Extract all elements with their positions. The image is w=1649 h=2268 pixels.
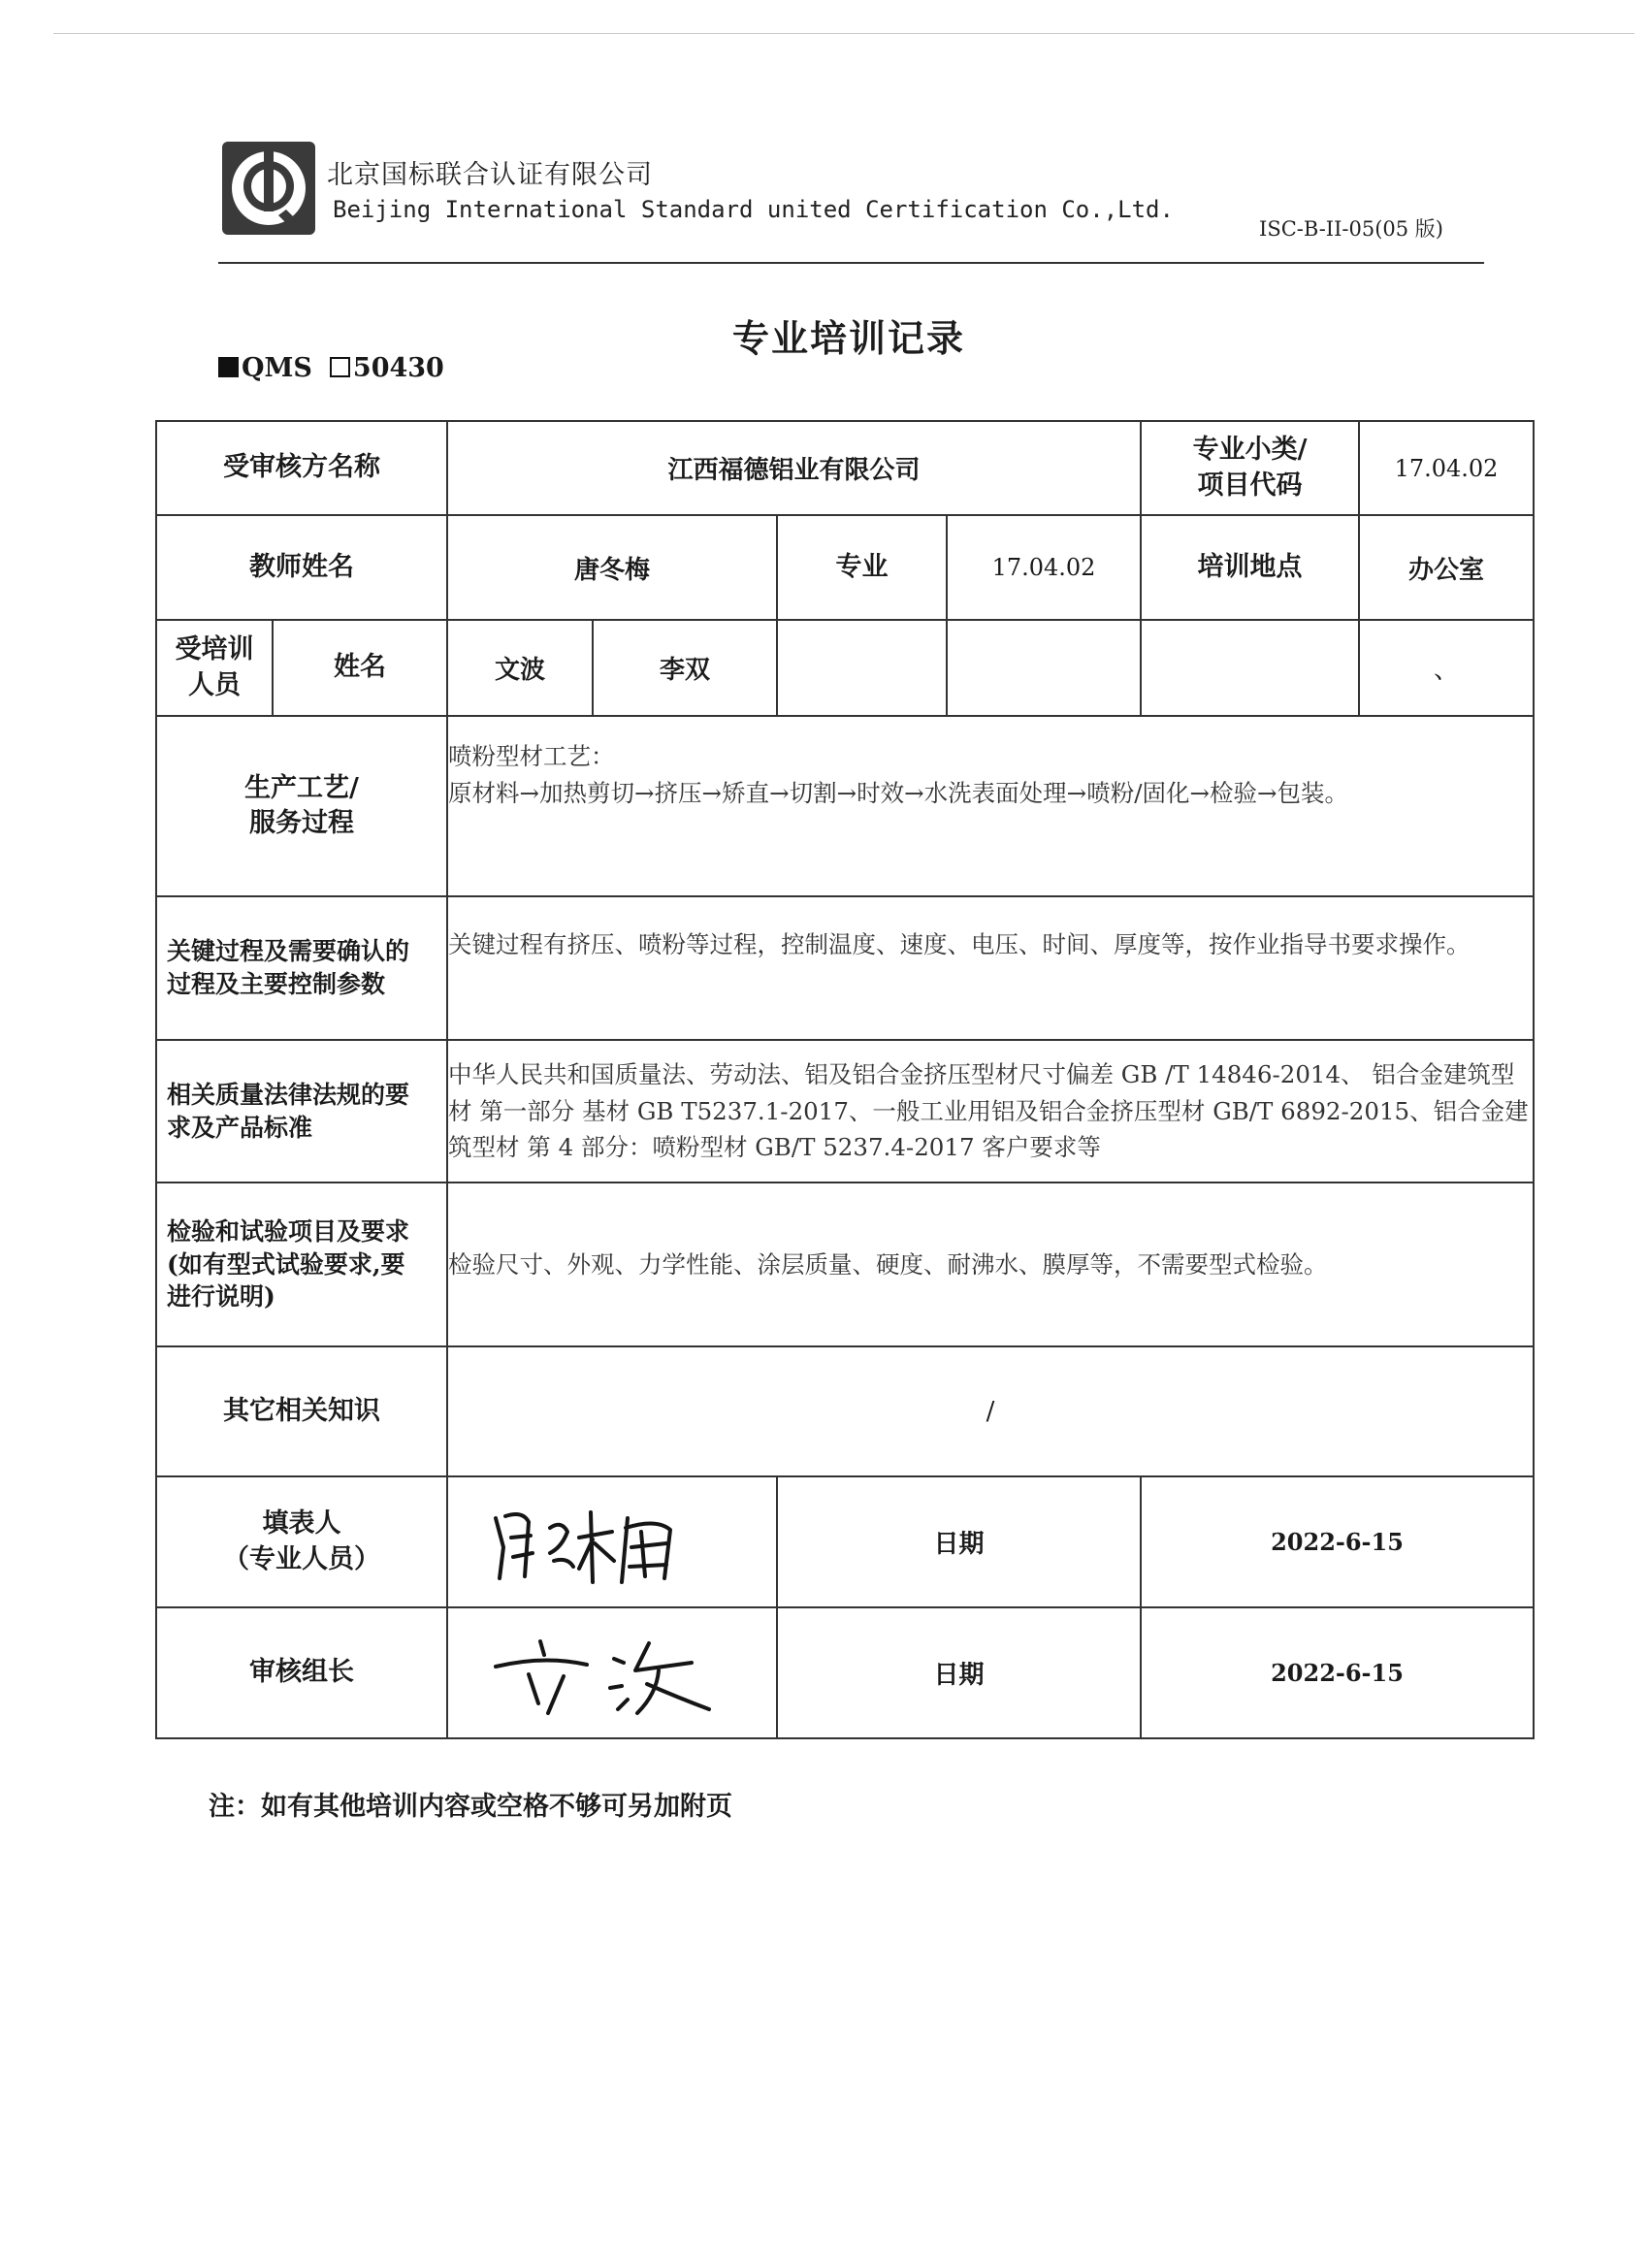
leader-signature: [447, 1607, 777, 1738]
trainee-name-label: 姓名: [273, 620, 447, 716]
company-name-cn: 北京国标联合认证有限公司: [327, 160, 653, 190]
form-title: 专业培训记录: [731, 316, 965, 360]
header-divider: [218, 262, 1484, 264]
major-value: 17.04.02: [947, 515, 1141, 620]
qms-label: QMS: [242, 353, 312, 383]
trainee-name-6: 、: [1359, 620, 1534, 716]
process-line-1: 喷粉型材工艺：: [448, 742, 615, 770]
major-label: 专业: [777, 515, 947, 620]
laws-label-line2: 求及产品标准: [167, 1113, 313, 1142]
process-label: [156, 716, 447, 896]
gbt50430-checkbox[interactable]: [330, 357, 350, 377]
trainees-label: [156, 620, 273, 716]
leader-row: [156, 1607, 1534, 1738]
leader-signature-image: [467, 1620, 758, 1727]
other-knowledge-label: 其它相关知识: [156, 1346, 447, 1476]
teacher-row: [156, 515, 1534, 620]
key-process-label-line2: 过程及主要控制参数: [167, 970, 386, 998]
trainees-row: [156, 620, 1534, 716]
auditee-label: 受审核方名称: [156, 421, 447, 515]
leader-date-value: 2022-6-15: [1141, 1607, 1534, 1738]
filler-signature: [447, 1476, 777, 1607]
inspection-row: [156, 1183, 1534, 1346]
filler-label-line2: （专业人员）: [223, 1543, 380, 1574]
other-knowledge-row: [156, 1346, 1534, 1476]
qms-checkbox[interactable]: [218, 357, 239, 377]
key-process-label-line1: 关键过程及需要确认的: [167, 937, 410, 966]
key-process-row: [156, 896, 1534, 1040]
category-code-label: [1141, 421, 1359, 515]
category-code-value: 17.04.02: [1359, 421, 1534, 515]
company-logo: [218, 138, 319, 239]
inspection-label-line2: (如有型式试验要求,要: [167, 1249, 405, 1279]
trainee-name-3: [777, 620, 947, 716]
category-code-label-line2: 项目代码: [1197, 470, 1303, 501]
inspection-value: 检验尺寸、外观、力学性能、涂层质量、硬度、耐沸水、膜厚等，不需要型式检验。: [447, 1183, 1534, 1346]
filler-date-label: 日期: [777, 1476, 1141, 1607]
trainees-label-line1: 受培训: [175, 634, 254, 665]
filler-label-line1: 填表人: [262, 1508, 341, 1539]
trainee-name-2: 李双: [593, 620, 777, 716]
company-name-en: Beijing International Standard united Certification Co.,Ltd.: [333, 196, 1174, 223]
leader-label: 审核组长: [156, 1607, 447, 1738]
trainee-name-1: 文波: [447, 620, 593, 716]
gbt50430-label: 50430: [352, 353, 444, 383]
filler-date-value: 2022-6-15: [1141, 1476, 1534, 1607]
auditee-row: [156, 421, 1534, 515]
inspection-label-line3: 进行说明): [167, 1282, 275, 1312]
trainee-name-5: [1141, 620, 1359, 716]
trainees-label-line2: 人员: [188, 669, 241, 700]
process-label-line1: 生产工艺/: [244, 772, 359, 803]
scan-edge-line: [53, 33, 1634, 34]
process-row: [156, 716, 1534, 896]
document-code: ISC-B-II-05(05 版): [1259, 217, 1443, 241]
process-line-2: 原材料→加热剪切→挤压→矫直→切割→时效→水洗表面处理→喷粉/固化→检验→包装。: [448, 778, 1349, 807]
key-process-label: [156, 896, 447, 1040]
category-code-label-line1: 专业小类/: [1192, 435, 1308, 466]
filler-row: [156, 1476, 1534, 1607]
process-label-line2: 服务过程: [249, 808, 354, 838]
auditee-value: 江西福德铝业有限公司: [447, 421, 1141, 515]
footnote: 注：如有其他培训内容或空格不够可另加附页: [209, 1792, 732, 1822]
inspection-label-line1: 检验和试验项目及要求: [167, 1216, 410, 1246]
laws-label-line1: 相关质量法律法规的要: [167, 1080, 410, 1109]
teacher-value: 唐冬梅: [447, 515, 777, 620]
location-value: 办公室: [1359, 515, 1534, 620]
teacher-label: 教师姓名: [156, 515, 447, 620]
leader-date-label: 日期: [777, 1607, 1141, 1738]
standard-checkboxes: [218, 353, 444, 383]
filler-label: [156, 1476, 447, 1607]
key-process-value: 关键过程有挤压、喷粉等过程，控制温度、速度、电压、时间、厚度等，按作业指导书要求操作。: [447, 896, 1534, 1040]
trainee-name-4: [947, 620, 1141, 716]
training-record-table: [155, 420, 1535, 1739]
filler-signature-image: [467, 1489, 758, 1596]
laws-value: 中华人民共和国质量法、劳动法、铝及铝合金挤压型材尺寸偏差 GB /T 14846-2014、 铝合金建筑型材 第一部分 基材 GB T5237.1-2017、一般工业用铝及铝合金挤压型材 GB/T 6892-2015、铝合金建筑型材 第 4 部分：喷粉型材 GB/T 5237.4-2017 客户要求等: [447, 1040, 1534, 1183]
process-value: [447, 716, 1534, 896]
laws-row: [156, 1040, 1534, 1183]
letterhead: [218, 136, 1479, 276]
inspection-label: [156, 1183, 447, 1346]
laws-label: [156, 1040, 447, 1183]
location-label: 培训地点: [1141, 515, 1359, 620]
other-knowledge-value: /: [447, 1346, 1534, 1476]
